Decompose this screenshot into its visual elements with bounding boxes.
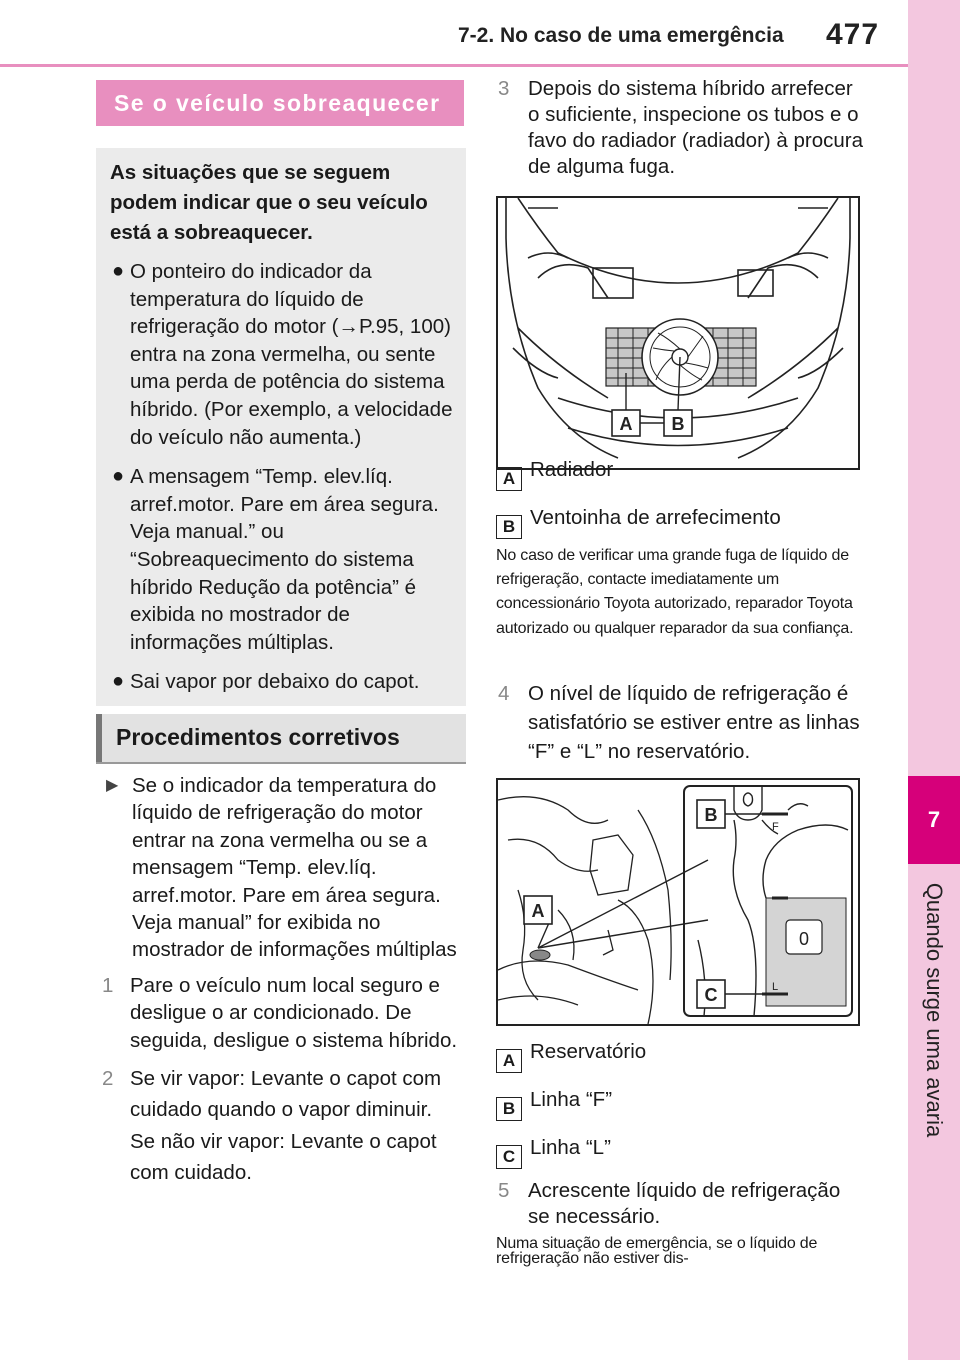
chapter-side-label: Quando surge uma avaria [922,882,947,1138]
step-number: 4 [498,682,510,705]
svg-text:B: B [671,414,685,434]
bullet-icon: ● [112,465,125,488]
f-mark-label: F [772,821,779,833]
legend-item [496,1040,647,1070]
legend-letter: B [496,515,522,539]
section-title-overheat: Se o veículo sobreaquecer [96,80,464,126]
legend-item [496,1088,613,1118]
chapter-number-badge: 7 [908,776,960,864]
svg-text:B: B [704,805,718,825]
legend-letter: A [496,1049,522,1073]
bullet-icon: ● [112,260,125,282]
symptoms-intro: As situações que se seguem podem indicar que o seu veículo está a sobreaquecer. [110,161,428,244]
bullet-icon: ● [112,670,125,693]
radiator-illustration [496,196,860,470]
chapter-side-tab [908,0,960,1360]
step-number: 5 [498,1179,510,1202]
legend-text: Linha “L” [530,1136,611,1159]
reservoir-cap-mark: 0 [798,929,810,949]
symptom-text: Sai vapor por debaixo do capot. [130,670,420,694]
reservoir-illustration [496,778,860,1026]
condition-item [96,772,466,964]
symptom-item [110,258,456,451]
legend-text: Reservatório [530,1040,647,1063]
emergency-note: Numa situação de emergência, se o líquido de refrigeração não estiver dis- [496,1235,818,1267]
step-text: O nível de líquido de refrigeração é satisfatório se estiver entre as linhas “F” e “L” no reservatório. [528,682,860,763]
legend-letter: A [496,467,522,491]
legend-text: Linha “F” [530,1088,613,1111]
symptoms-box [96,148,466,706]
legend-item [496,1136,611,1166]
svg-text:C: C [704,985,718,1005]
legend-letter: C [496,1145,522,1169]
step-number: 2 [102,1066,114,1090]
svg-text:A: A [619,414,633,434]
legend-text: Radiador [530,458,614,481]
symptom-text: O ponteiro do indicador da temperatura do líquido de refrigeração do motor (→P.95, 100) entra na zona vermelha, ou sente uma perda de potência do sistema híbrido. (Por exemplo, a velocidade do veículo não aumenta.) [130,260,453,449]
triangle-bullet-icon: ▶ [106,777,119,794]
procedure-step [96,1063,466,1189]
symptom-item [110,463,456,656]
procedure-step [494,76,866,180]
page-number: 477 [826,18,880,51]
step-text: Depois do sistema híbrido arrefecer o suficiente, inspecione os tubos e o favo do radiador (radiador) à procura de alguma fuga. [528,77,864,178]
symptom-item [110,668,456,696]
legend-item [496,506,781,536]
chapter-title: 7-2. No caso de uma emergência [458,24,784,47]
procedure-step [494,680,866,766]
procedure-step-5-wrap [494,1178,866,1230]
procedure-step-4-wrap [494,680,866,766]
procedure-right-column [494,76,866,180]
section-divider [96,762,466,764]
header-divider [0,64,908,67]
engine-bay-drawing [498,198,858,468]
step-text: Se vir vapor: Levante o capot com cuidado quando o vapor diminuir. [130,1066,442,1122]
procedure-left-column [96,772,466,1189]
step-text-continued: Se não vir vapor: Levante o capot com cuidado. [130,1129,437,1185]
l-mark-label: L [772,981,779,993]
leak-note: No caso de verificar uma grande fuga de líquido de refrigeração, contacte imediatamente um concessionário Toyota autorizado, reparador Toyota autorizado ou qualquer reparador da sua confiança. [496,547,854,637]
section-title-procedures: Procedimentos corretivos [96,714,466,762]
procedure-step [494,1178,866,1230]
procedure-step [96,972,466,1055]
step-text: Pare o veículo num local seguro e desligue o ar condicionado. De seguida, desligue o sistema híbrido. [130,973,458,1053]
step-number: 3 [498,77,510,100]
legend-item [496,458,614,488]
step-text: Acrescente líquido de refrigeração se necessário. [528,1179,841,1228]
svg-text:A: A [531,901,545,921]
symptom-text: A mensagem “Temp. elev.líq. arref.motor. Pare em área segura. Veja manual.” ou “Sobreaquecimento do sistema híbrido Redução da potência” é exibida no mostrador de informações múltiplas. [130,465,439,654]
legend-text: Ventoinha de arrefecimento [530,506,781,529]
step-number: 1 [102,973,114,997]
legend-letter: B [496,1097,522,1121]
reservoir-drawing [498,780,858,1024]
condition-text: Se o indicador da temperatura do líquido de refrigeração do motor entrar na zona vermelha ou se a mensagem “Temp. elev.líq. arref.motor. Pare em área segura. Veja manual” for exibida no mostrador de informações múltiplas [132,774,457,962]
